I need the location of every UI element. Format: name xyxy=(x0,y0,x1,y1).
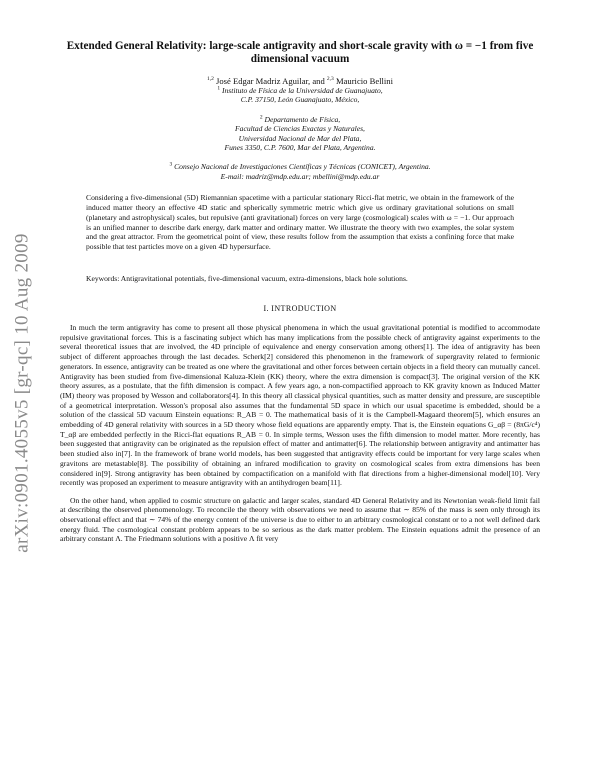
author2-name: Mauricio Bellini xyxy=(335,76,393,86)
author-line xyxy=(60,76,540,86)
author2-affil-marks: 2,3 xyxy=(326,76,334,83)
paper-title: Extended General Relativity: large-scale antigravity and short-scale gravity with ω = −1 from five dimensional vacuum xyxy=(66,40,534,65)
intro-paragraph-2: On the other hand, when applied to cosmic structure on galactic and larger scales, standard 4D General Relativity and its Newtonian weak-field limit fail at describing the observed phenomenology. To reconcile the theory with observations we need to assume that ∼ 85% of the mass is seen only through its observational effect and that ∼ 74% of the energy content of the universe is due to either to an arbitrary cosmological constant or to a not well defined dark energy fluid. The cosmological constant problem appears to be so serious as the dark matter problem. The Einstein equations admit the presence of an arbitrary constant Λ. The Friedmann solutions with a positive Λ fit very xyxy=(60,495,540,544)
keywords: Keywords: Antigravitational potentials, five-dimensional vacuum, extra-dimensions, black hole solutions. xyxy=(86,274,408,284)
section-heading-introduction: I. INTRODUCTION xyxy=(263,304,337,314)
affiliation-1-mark: 1 xyxy=(217,85,221,92)
affiliation-3-mark: 3 xyxy=(169,161,173,168)
author1-name: José Edgar Madriz Aguilar, and xyxy=(216,76,325,86)
affiliation-3 xyxy=(60,162,540,181)
arxiv-identifier: arXiv:0901.4055v5 [gr-qc] 10 Aug 2009 xyxy=(12,232,33,553)
arxiv-margin-stamp xyxy=(8,220,38,565)
affiliation-1-line2: C.P. 37150, León Guanajuato, México, xyxy=(240,95,360,105)
affiliation-2-line4: Funes 3350, C.P. 7600, Mar del Plata, Argentina. xyxy=(224,143,376,153)
abstract: Considering a five-dimensional (5D) Riemannian spacetime with a particular stationary Ricci-flat metric, we obtain in the framework of the induced matter theory an effective 4D static and spherically symmetric metric which give us ordinary gravitational solutions on small (planetary and astrophysical) scales, but repulsive (anti gravitational) forces on very large (cosmological) scales with ω = −1. Our approach is an unified manner to describe dark energy, dark matter and ordinary matter. We illustrate the theory with two examples, the solar system and the great attractor. From the geometrical point of view, these results follow from the assumption that exists a confining force that make possible that test particles move on a given 4D hypersurface. xyxy=(86,193,514,252)
paper-page xyxy=(60,40,540,552)
affiliation-3-line1: Consejo Nacional de Investigaciones Científicas y Técnicas (CONICET), Argentina. xyxy=(174,162,431,172)
affiliation-2-line1: Departamento de Física, xyxy=(264,114,341,124)
affiliation-2 xyxy=(60,115,540,153)
affiliation-1 xyxy=(60,86,540,105)
contact-email: E-mail: madriz@mdp.edu.ar; mbellini@mdp.edu.ar xyxy=(220,171,380,181)
affiliation-2-line2: Facultad de Ciencias Exactas y Naturales, xyxy=(235,124,365,134)
author1-affil-marks: 1,2 xyxy=(207,76,214,83)
intro-paragraph-1: In much the term antigravity has come to present all those physical phenomena in which the usual gravitational potential is modified to accommodate repulsive gravitational forces. This is a fascinating subject which has many implications from the possible check of antigravity against experiments to the several theoretical issues that are involved, the 4D principle of equivalence and energy conservation among others[1]. The idea of antigravity has been subject of different approaches through the last decades. Scherk[2] considered this phenomenon in the framework of supergravity related to fermionic generators. In essence, antigravity can be treated as one where the gravitational and other forces between certain objects in a field theory can mutually cancel. Antigravity has been studied from five-dimensional Kaluza-Klein (KK) theory, where the extra dimension is compact[3]. The original version of the KK theory assures, as a postulate, that the fifth dimension is compact. A few years ago, a non-compactified approach to KK gravity known as Induced Matter (IM) theory was proposed by Wesson and collaborators[4]. In this theory all classical physical quantities, such as matter density and pressure, are susceptible of a geometrical interpretation. Wesson's proposal also assumes that the fundamental 5D space in which our usual spacetime is embedded, should be a solution of the classical 5D vacuum Einstein equations: R_AB = 0. The mathematical basis of it is the Campbell-Magaard theorem[5], which ensures an embedding of 4D general relativity with sources in a 5D theory whose field equations are apparently empty. That is, the Einstein equations G_αβ = (8πG/c⁴) T_αβ are embedded perfectly in the Ricci-flat equations R_AB = 0. In simple terms, Wesson uses the fifth dimension to model matter. More recently, has been suggested that antigravity can be originated as the repulsion effect of matter and antimatter[6]. The relationship between antigravity and antimatter has been studied also in[7]. In the framework of brane world models, has been suggested that antigravity effects could be important for very large scales when gravitons are metastable[8]. The possibility of obtaining an infrared modification to gravity on cosmological scales from extra dimensions has been considered in[9]. Strong antigravity has been obtained by compactification on a manifold with flat directions from a higher-dimensional model[10]. Very recently was proposed an experiment to measure antigravity with an antihydrogen beam[11]. xyxy=(60,323,540,488)
affiliation-2-line3: Universidad Nacional de Mar del Plata, xyxy=(238,133,362,143)
affiliation-1-line1: Instituto de Física de la Universidad de Guanajuato, xyxy=(221,86,383,95)
affiliation-2-mark: 2 xyxy=(259,114,263,121)
